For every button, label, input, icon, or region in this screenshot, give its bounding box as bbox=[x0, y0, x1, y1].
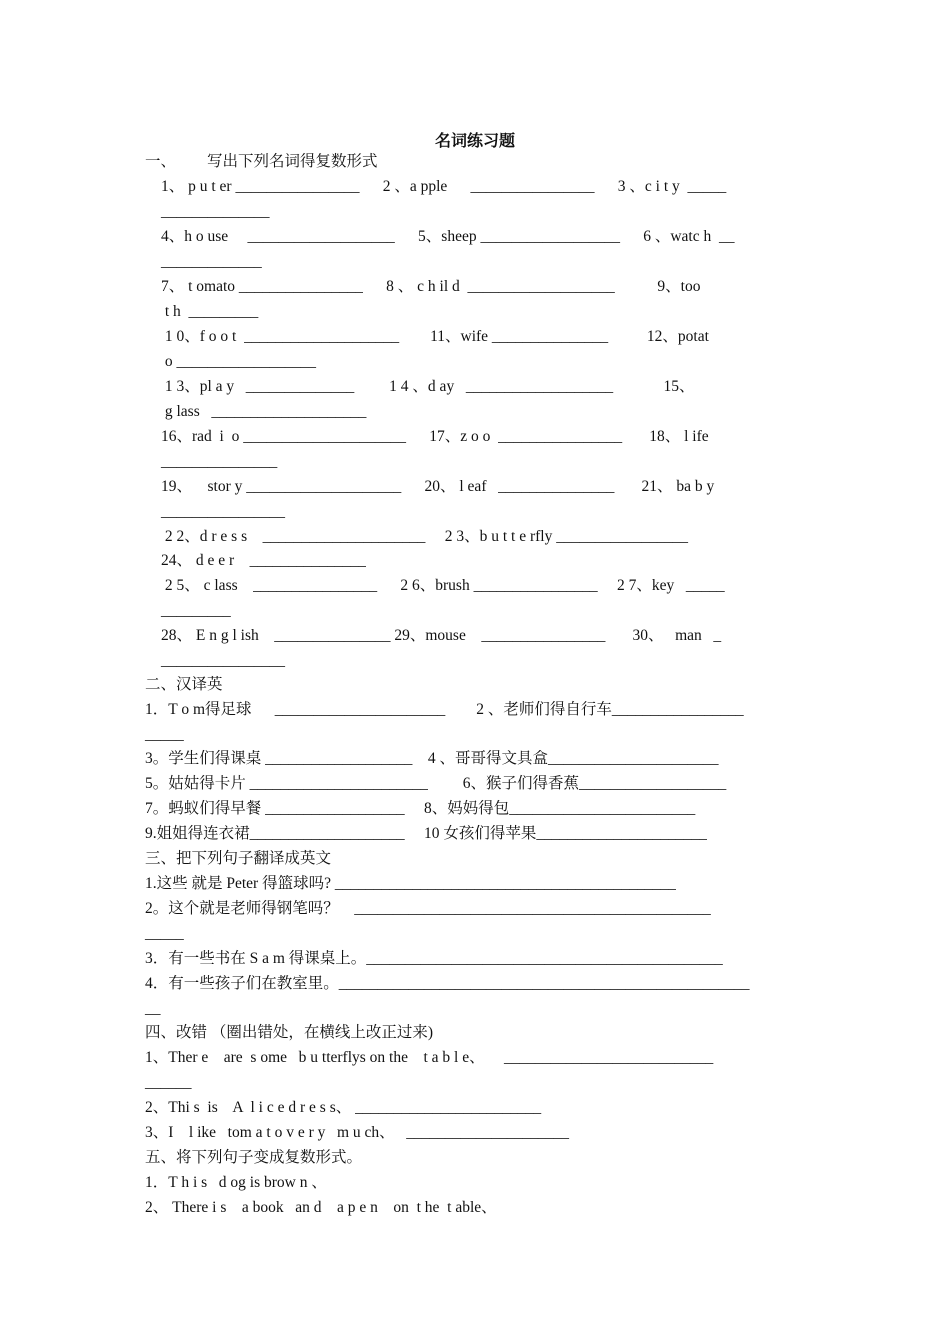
exercise-line: 2、Thi s is A l i c e d r e s s、 ________________________ bbox=[145, 1099, 542, 1116]
exercise-line: 24、 d e e r _______________ bbox=[161, 552, 366, 569]
exercise-line: 1 0、f o o t ____________________ 11、wife _______________ 12、potat bbox=[161, 328, 709, 345]
section-5-heading: 五、将下列句子变成复数形式。 bbox=[145, 1149, 363, 1166]
exercise-line: ______ bbox=[145, 1074, 192, 1091]
exercise-line: 5。姑姑得卡片 _______________________ 6、猴子们得香蕉___________________ bbox=[145, 775, 727, 792]
exercise-line: t h _________ bbox=[161, 303, 259, 320]
exercise-line: _________ bbox=[161, 602, 231, 619]
exercise-line: _____ bbox=[145, 726, 184, 743]
exercise-line: 28、 E n g l ish _______________ 29、mouse ________________ 30、 man _ bbox=[161, 627, 722, 644]
page-title: 名词练习题 bbox=[434, 133, 515, 150]
exercise-line: 7、 t omato ________________ 8 、 c h il d ___________________ 9、too bbox=[161, 278, 701, 295]
exercise-line: 7。蚂蚁们得早餐 __________________ 8、妈妈得包________________________ bbox=[145, 800, 696, 817]
exercise-line: 4．有一些孩子们在教室里。_____________________________________________________ bbox=[145, 975, 750, 992]
exercise-line: 3。学生们得课桌 ___________________ 4 、哥哥得文具盒______________________ bbox=[145, 750, 719, 767]
exercise-line: _______________ bbox=[161, 453, 278, 470]
section-2-heading: 二、汉译英 bbox=[145, 676, 223, 693]
exercise-line: 1．T h i s d og is brow n 、 bbox=[145, 1174, 327, 1191]
exercise-line: ________________ bbox=[161, 503, 285, 520]
exercise-line: ________________ bbox=[161, 652, 285, 669]
section-3-heading: 三、把下列句子翻译成英文 bbox=[145, 850, 332, 867]
exercise-line: 1.这些 就是 Peter 得篮球吗? ____________________________________________ bbox=[145, 875, 676, 892]
exercise-line: _____________ bbox=[161, 253, 262, 270]
exercise-line: 3、I l ike tom a t o v e r y m u ch、 _____________________ bbox=[145, 1124, 570, 1141]
exercise-line: 2。这个就是老师得钢笔吗？ ______________________________________________ bbox=[145, 900, 711, 917]
exercise-line: 9.姐姐得连衣裙____________________ 10 女孩们得苹果______________________ bbox=[145, 825, 707, 842]
exercise-line: __ bbox=[145, 1000, 161, 1017]
section-1-heading: 一、 写出下列名词得复数形式 bbox=[145, 153, 378, 170]
exercise-line: 2、 There i s a book an d a p e n on t he t able、 bbox=[145, 1199, 497, 1216]
exercise-line: 1 3、pl a y ______________ 1 4 、d ay ___________________ 15、 bbox=[161, 378, 695, 395]
exercise-line: o __________________ bbox=[161, 353, 316, 370]
exercise-line: _____ bbox=[145, 925, 184, 942]
section-4-heading: 四、改错 （圈出错处，在横线上改正过来) bbox=[145, 1024, 434, 1041]
exercise-line: 2 2、d r e s s _____________________ 2 3、b u t t e rfly _________________ bbox=[161, 528, 688, 545]
exercise-line: 19、 stor y ____________________ 20、 l eaf _______________ 21、 ba b y bbox=[161, 478, 715, 495]
exercise-line: 1．T o m得足球 ______________________ 2 、老师们得自行车_________________ bbox=[145, 701, 744, 718]
exercise-line: 4、h o use ___________________ 5、sheep __________________ 6 、watc h __ bbox=[161, 228, 735, 245]
exercise-line: ______________ bbox=[161, 203, 270, 220]
exercise-line: g lass ____________________ bbox=[161, 403, 367, 420]
exercise-line: 1、 p u t er ________________ 2 、a pple ________________ 3 、c i t y _____ bbox=[161, 178, 727, 195]
exercise-line: 3．有一些书在 S a m 得课桌上。______________________________________________ bbox=[145, 950, 723, 967]
exercise-line: 1、Ther e are s ome b u tterflys on the t a b l e、 ___________________________ bbox=[145, 1049, 714, 1066]
exercise-line: 2 5、 c lass ________________ 2 6、brush ________________ 2 7、key _____ bbox=[161, 577, 725, 594]
exercise-line: 16、rad i o _____________________ 17、z o o ________________ 18、 l ife bbox=[161, 428, 709, 445]
